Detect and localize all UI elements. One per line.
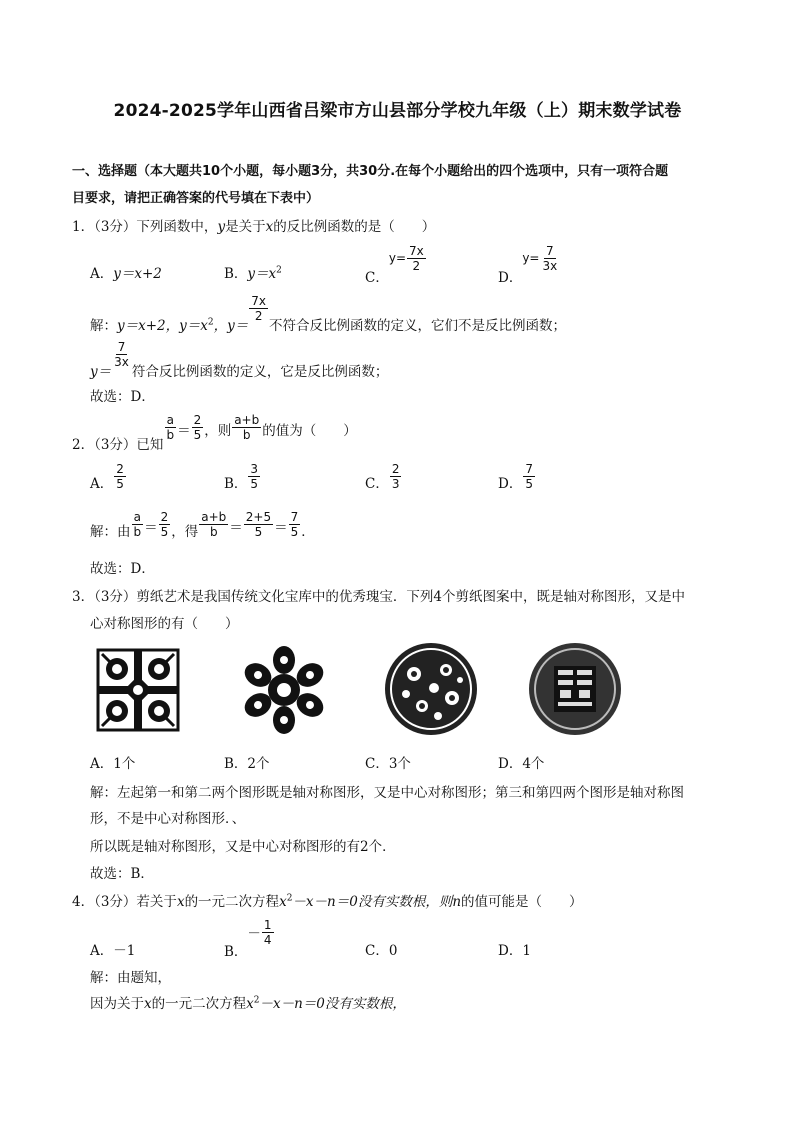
q2-option-b-num: 3 bbox=[250, 462, 259, 476]
q1-sol2-expr: y＝ bbox=[90, 364, 112, 380]
q1-sol1-fraction bbox=[249, 294, 268, 323]
q2-sol-end: ． bbox=[301, 524, 315, 540]
q4-option-b-num: 1 bbox=[263, 918, 272, 932]
q2-sol-f5-den: 5 bbox=[290, 525, 299, 539]
q1-solution-line1 bbox=[90, 294, 567, 334]
q2-f2-num: 2 bbox=[193, 413, 202, 427]
q2-option-d-den: 5 bbox=[525, 477, 533, 491]
q2-option-b bbox=[224, 462, 261, 491]
q2-eq-sign: ＝ bbox=[177, 423, 191, 439]
q4-option-b-label: B． bbox=[224, 944, 248, 960]
paper-cut-figure-4 bbox=[526, 640, 624, 738]
q3-option-a: A．1个 bbox=[90, 756, 136, 772]
q1-sol2-text: 符合反比例函数的定义，它是反比例函数； bbox=[131, 364, 389, 380]
paper-cut-figure-2 bbox=[238, 644, 330, 736]
q4-eq-sup: 2 bbox=[286, 893, 293, 904]
q2-f1-den: b bbox=[166, 428, 175, 442]
q1-option-d-label: D． bbox=[498, 270, 523, 286]
q2-option-a-num: 2 bbox=[116, 462, 124, 476]
q2-option-d-label: D． bbox=[498, 476, 523, 492]
q4-option-d: D．1 bbox=[498, 943, 531, 959]
q2-stem bbox=[72, 413, 357, 453]
q2-sol-f3-num: a+b bbox=[201, 510, 227, 524]
q1-option-b bbox=[224, 262, 282, 282]
q4-sol2-sup: 2 bbox=[253, 995, 260, 1006]
q2-sol-f4-num: 2+5 bbox=[245, 510, 272, 524]
q1-var-x: x bbox=[265, 219, 274, 235]
q2-option-a-den: 5 bbox=[116, 477, 124, 491]
q1-stem-text2: 是关于 bbox=[225, 219, 266, 235]
q1-option-b-label: B． bbox=[224, 266, 248, 282]
q1-option-c-fraction bbox=[407, 244, 426, 273]
paper-cut-figure-1 bbox=[96, 648, 180, 732]
q4-sol2-text2: 的一元二次方程 bbox=[151, 996, 247, 1012]
paper-cut-figure-3 bbox=[382, 640, 480, 738]
q1-stem-text3: 的反比例函数的是（ ） bbox=[273, 219, 436, 235]
q1-stem bbox=[72, 215, 435, 235]
q4-option-a: A．－1 bbox=[90, 943, 136, 959]
q1-option-b-text: y＝x bbox=[247, 266, 277, 282]
q1-option-d bbox=[498, 244, 560, 286]
q2-sol-prefix: 解：由 bbox=[90, 524, 131, 540]
q3-option-b: B．2个 bbox=[224, 756, 270, 772]
q4-sol2-eq-x: x bbox=[246, 996, 254, 1012]
q2-option-a-label: A． bbox=[90, 476, 114, 492]
q2-sol-f3-den: b bbox=[209, 525, 218, 539]
q2-sol-f2-num: 2 bbox=[160, 510, 169, 524]
q4-eq-x: x bbox=[279, 894, 287, 910]
page-title: 2024-2025学年山西省吕梁市方山县部分学校九年级（上）期末数学试卷 bbox=[113, 101, 682, 121]
q2-option-d bbox=[498, 462, 536, 491]
q2-option-b-den: 5 bbox=[250, 477, 259, 491]
q1-option-c-num: 7x bbox=[409, 244, 424, 258]
q3-stem-line2: 心对称图形的有（ ） bbox=[90, 616, 239, 632]
q1-option-c-den: 2 bbox=[412, 259, 421, 273]
q4-var-x: x bbox=[176, 894, 185, 910]
q4-stem-text3: 的值可能是（ ） bbox=[461, 894, 583, 910]
q2-option-c-den: 3 bbox=[391, 477, 400, 491]
q4-stem-text: 4．（3分）若关于 bbox=[72, 894, 177, 910]
q4-sol2-var-x: x bbox=[144, 996, 152, 1012]
q2-stem-text2: ，则 bbox=[204, 423, 232, 439]
q4-option-b: B．－ $\frac{1}{4}$ bbox=[224, 918, 272, 960]
q4-option-b-den: 4 bbox=[263, 933, 272, 947]
q4-eq-rest: －x－n＝0没有实数根，则 bbox=[292, 894, 453, 910]
q1-var-y: y bbox=[217, 219, 226, 235]
q1-sol1-num: 7x bbox=[251, 294, 267, 308]
q1-sol1-sup: 2 bbox=[207, 317, 214, 328]
q2-stem-fraction-3 bbox=[232, 413, 261, 442]
q2-f2-den: 5 bbox=[193, 428, 202, 442]
q4-sol2-rest: －x－n＝0没有实数根， bbox=[259, 996, 406, 1012]
q2-stem-fraction-2 bbox=[192, 413, 204, 442]
q2-option-c-num: 2 bbox=[391, 462, 400, 476]
q3-stem-line1: 3．（3分）剪纸艺术是我国传统文化宝库中的优秀瑰宝．下列4个剪纸图案中，既是轴对称图形，又是中 bbox=[72, 589, 686, 605]
q2-option-c-label: C． bbox=[365, 476, 389, 492]
q2-sol-mid: ，得 bbox=[171, 524, 199, 540]
section-header-line1: 一、选择题（本大题共10个小题，每小题3分，共30分.在每个小题给出的四个选项中，只有一项符合题 bbox=[72, 164, 669, 179]
q4-sol2-text: 因为关于 bbox=[90, 996, 144, 1012]
q1-sol1-expr: y＝x+2，y＝x bbox=[117, 318, 208, 334]
q1-option-c-label: C． bbox=[365, 270, 389, 286]
q1-option-d-den: 3x bbox=[542, 259, 558, 273]
q2-stem-fraction-1 bbox=[164, 413, 176, 442]
q2-f1-num: a bbox=[166, 413, 174, 427]
q1-solution-line2 bbox=[90, 340, 389, 380]
q2-sol-f5-num: 7 bbox=[290, 510, 299, 524]
q1-answer: 故选：D． bbox=[90, 389, 155, 405]
q1-option-d-pre: y= bbox=[522, 251, 540, 265]
q2-solution: 解：由 $\frac{a}{b}$ ＝ $\frac{2}{5}$ ，得 $\frac{a+b}{b}$ ＝ $\frac{2+5}{5}$ ＝ $\frac{7}{5}$ ． bbox=[90, 510, 315, 540]
q1-sol2-num: 7 bbox=[117, 340, 126, 354]
q2-f3-num: a+b bbox=[234, 413, 260, 427]
q3-solution-line1: 解：左起第一和第二两个图形既是轴对称图形，又是中心对称图形；第三和第四两个图形是轴对称图 bbox=[90, 785, 684, 801]
q1-sol2-den: 3x bbox=[114, 355, 129, 369]
q4-stem-text2: 的一元二次方程 bbox=[184, 894, 280, 910]
q1-option-a-label: A． bbox=[90, 266, 114, 282]
q1-sol1-prefix: 解： bbox=[90, 318, 117, 334]
q2-stem-text3: 的值为（ ） bbox=[262, 423, 357, 439]
q1-option-a-text: y＝x+2 bbox=[113, 266, 162, 282]
q2-stem-text: 2．（3分）已知 bbox=[72, 437, 164, 453]
q1-option-d-fraction bbox=[540, 244, 559, 273]
q2-answer: 故选：D． bbox=[90, 561, 155, 577]
q1-sol2-fraction bbox=[112, 340, 131, 369]
q1-option-c-pre: y= bbox=[388, 251, 406, 265]
q4-solution-line2 bbox=[90, 992, 406, 1012]
q1-option-a bbox=[90, 262, 162, 282]
q1-sol1-expr2: ，y＝ bbox=[213, 318, 249, 334]
q3-option-c: C．3个 bbox=[365, 756, 411, 772]
q2-sol-f1-den: b bbox=[133, 525, 142, 539]
q1-option-c bbox=[365, 244, 427, 286]
q4-option-c: C．0 bbox=[365, 943, 398, 959]
q3-solution-line2: 形，不是中心对称图形．、 bbox=[90, 811, 246, 827]
q1-sol1-den: 2 bbox=[254, 309, 263, 323]
q2-option-b-label: B． bbox=[224, 476, 248, 492]
q4-stem bbox=[72, 890, 583, 910]
q4-var-n: n bbox=[452, 894, 462, 910]
q2-option-a bbox=[90, 462, 127, 491]
q3-answer: 故选：B． bbox=[90, 866, 154, 882]
section-header-line2: 目要求，请把正确答案的代号填在下表中） bbox=[72, 191, 320, 206]
q2-sol-f2-den: 5 bbox=[160, 525, 169, 539]
q2-option-d-num: 7 bbox=[525, 462, 533, 476]
q1-sol1-text: 不符合反比例函数的定义，它们不是反比例函数； bbox=[269, 318, 567, 334]
q4-solution-line1: 解：由题知， bbox=[90, 970, 171, 986]
q2-sol-f1-num: a bbox=[133, 510, 141, 524]
q3-solution-line3: 所以既是轴对称图形，又是中心对称图形的有2个． bbox=[90, 839, 396, 855]
q2-f3-den: b bbox=[242, 428, 251, 442]
q3-option-d: D．4个 bbox=[498, 756, 545, 772]
q1-option-d-num: 7 bbox=[546, 244, 554, 258]
q1-stem-text: 1．（3分）下列函数中， bbox=[72, 219, 218, 235]
q2-option-c bbox=[365, 462, 402, 491]
q1-option-b-sup: 2 bbox=[276, 265, 282, 276]
q2-sol-f4-den: 5 bbox=[254, 525, 263, 539]
